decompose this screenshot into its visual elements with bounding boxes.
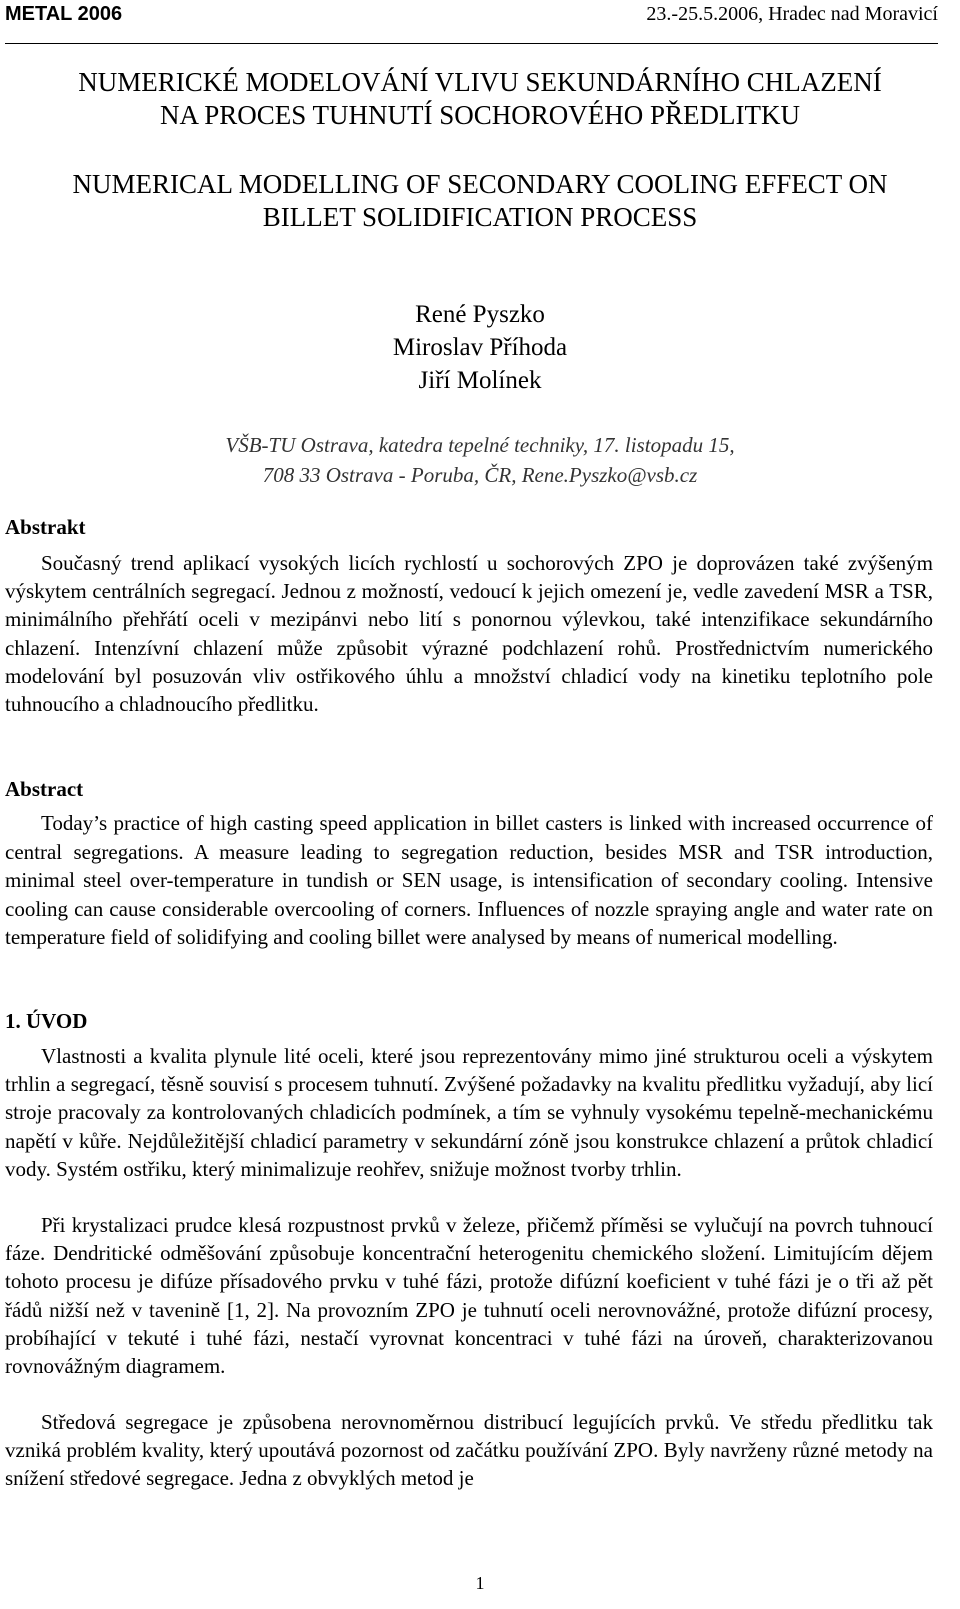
title-english [0, 168, 960, 234]
title-czech-line: NUMERICKÉ MODELOVÁNÍ VLIVU SEKUNDÁRNÍHO CHLAZENÍ [78, 67, 882, 97]
abstract-text: Today’s practice of high casting speed application in billet casters is linked with increased occurrence of central segregations. A measure leading to segregation reduction, besides MSR and TSR introduction, minimal steel over-temperature in tundish or SEN usage, is intensification of secondary cooling. Intensive cooling can cause considerable overcooling of corners. Influences of nozzle spraying angle and water rate on temperature field of solidifying and cooling billet were analysed by means of numerical modelling. [5, 811, 933, 950]
author-list [0, 298, 960, 397]
body-paragraph: Vlastnosti a kvalita plynule lité oceli, které jsou reprezentovány mimo jiné strukturou oceli a výskytem trhlin a segregací, těsně souvisí s procesem tuhnutí. Zvýšené požadavky na kvalitu předlitku vyžadují, aby licí stroje pracovaly za kontrolovaných chladicích podmínek, a tím se vyhnuly vysokému tepelně-mechanickému napětí v kůře. Nejdůležitější chladicí parametry v sekundární zóně jsou konstrukce chlazení a průtok chladicí vody. Systém ostřiku, který minimalizuje reohřev, snižuje možnost tvorby trhlin. [5, 1044, 933, 1181]
title-english-line: NUMERICAL MODELLING OF SECONDARY COOLING EFFECT ON [72, 169, 888, 199]
conference-name: METAL 2006 [5, 3, 123, 25]
section-heading: 1. ÚVOD [5, 1009, 88, 1033]
header-rule [5, 43, 938, 44]
conference-date-place: 23.-25.5.2006, Hradec nad Moravicí [646, 3, 938, 25]
abstrakt-heading: Abstrakt [5, 515, 86, 539]
title-czech [0, 66, 960, 132]
author-name: René Pyszko [415, 301, 545, 328]
page-number: 1 [475, 1573, 485, 1593]
title-czech-line: NA PROCES TUHNUTÍ SOCHOROVÉHO PŘEDLITKU [159, 100, 801, 130]
body-paragraph: Středová segregace je způsobena nerovnoměrnou distribucí legujících prvků. Ve středu předlitku tak vzniká problém kvality, který upoutává pozornost od začátku používání ZPO. Byly navrženy různé metody na snížení středové segregace. Jedna z obvyklých metod je [5, 1410, 933, 1491]
affiliation-line: 708 33 Ostrava - Poruba, ČR, Rene.Pyszko@vsb.cz [262, 463, 698, 487]
body-paragraph: Při krystalizaci prudce klesá rozpustnost prvků v železe, přičemž příměsi se vylučují na povrch tuhnoucí fáze. Dendritické odměšování způsobuje koncentrační heterogenitu chemického složení. Limitujícím dějem tohoto procesu je difúze přísadového prvku v tuhé fázi, protože difúzní koeficient v tuhé fázi je o tři až pět řádů nižší než v tavenině [1, 2]. Na provozním ZPO je tuhnutí oceli nerovnovážné, protože difúzní procesy, probíhající v tekuté i tuhé fázi, nestačí vyrovnat koncentraci v tuhé fázi na úroveň, charakterizovanou rovnovážným diagramem. [5, 1213, 933, 1379]
abstract-heading: Abstract [5, 777, 84, 801]
affiliation [0, 430, 960, 490]
title-english-line: BILLET SOLIDIFICATION PROCESS [262, 202, 698, 232]
running-header [5, 2, 938, 28]
affiliation-line: VŠB-TU Ostrava, katedra tepelné techniky, 17. listopadu 15, [225, 433, 735, 457]
abstrakt-text: Současný trend aplikací vysokých licích rychlostí u sochorových ZPO je doprovázen také zvýšeným výskytem centrálních segregací. Jednou z možností, vedoucí k jejich omezení je, vedle zavedení MSR a TSR, minimálního přehřátí oceli v mezipánvi nebo lití s ponornou výlevkou, také intenzifikace sekundárního chlazení. Intenzívní chlazení může způsobit výrazné podchlazení rohů. Prostřednictvím numerického modelování byl posuzován vliv ostřikového úhlu a množství chladicí vody na kinetiku teplotního pole tuhnoucího a chladnoucího předlitku. [5, 551, 933, 717]
author-name: Miroslav Příhoda [392, 334, 568, 361]
author-name: Jiří Molínek [418, 367, 542, 394]
